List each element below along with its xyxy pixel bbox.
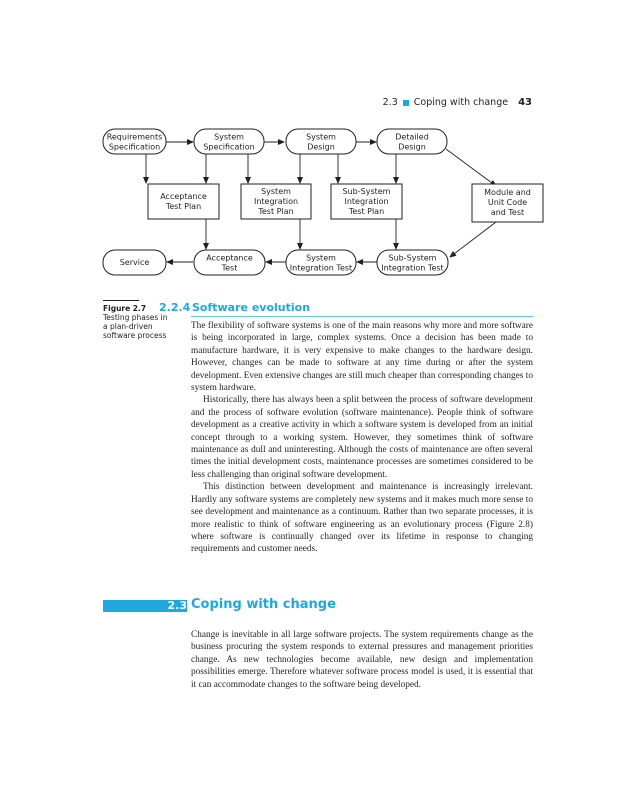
paragraph: This distinction between development and maintenance is increasingly irrelevant. Hardly any software systems are completely new systems and it makes much more sense to see development and maintenance as a continuum. Rather than two separate processes, it is more realistic to think of software engineering as an evolutionary process (Figure 2.8) where software is continually changed over its lifetime in response to changing requirements and customer needs. bbox=[191, 482, 533, 555]
label-acceptance-plan: Acceptance Test Plan bbox=[160, 192, 207, 211]
running-head-title: Coping with change bbox=[413, 97, 509, 108]
subsection-title: Software evolution bbox=[192, 301, 311, 314]
figure-caption-text: Testing phases in a plan-driven software process bbox=[103, 313, 168, 340]
figure-number: Figure 2.7 bbox=[103, 304, 147, 313]
running-head-section: 2.3 bbox=[382, 97, 398, 108]
paragraph: Change is inevitable in all large software projects. The system requirements change as the business procuring the system responds to external pressures and management priorities change. As new technologies become available, new design and implementation possibilities emerge. Therefore whatever software process model is used, it is essential that it can accommodate changes to the software being developed. bbox=[191, 630, 533, 690]
label-sys-spec: System Specification bbox=[203, 132, 255, 152]
subsection-heading bbox=[159, 301, 310, 314]
label-acceptance-test: Acceptance Test bbox=[206, 253, 253, 273]
arrow-module-to-subtest bbox=[450, 222, 496, 257]
section-title: Coping with change bbox=[191, 597, 336, 612]
caption-rule bbox=[103, 300, 139, 301]
label-module-code: Module and Unit Code and Test bbox=[484, 188, 531, 217]
label-req-spec: Requirements Specification bbox=[106, 132, 163, 152]
label-service: Service bbox=[119, 258, 150, 267]
change-body bbox=[191, 629, 533, 691]
section-number: 2.3 bbox=[167, 599, 187, 612]
subsection-rule bbox=[191, 316, 533, 317]
label-subsystem-plan: Sub-System Integration Test Plan bbox=[342, 187, 391, 216]
subsection-number: 2.2.4 bbox=[159, 301, 191, 314]
label-subsystem-test: Sub-System Integration Test bbox=[381, 253, 444, 273]
label-integration-test: System Integration Test bbox=[289, 253, 353, 273]
label-sys-design: System Design bbox=[306, 132, 336, 152]
label-integration-plan: System Integration Test Plan bbox=[253, 187, 299, 216]
page-number: 43 bbox=[518, 97, 532, 108]
testing-phases-diagram bbox=[0, 0, 618, 290]
paragraph: Historically, there has always been a split between the process of software development and the process of software evolution (software maintenance). People think of software development as a creative activity in which a software system is developed from an initial concept through to a working system. However, they sometimes think of software maintenance as dull and uninteresting. Although the costs of maintenance are often several times the initial development costs, maintenance processes are sometimes considered to be less challenging than original software development. bbox=[191, 395, 533, 480]
label-detailed-design: Detailed Design bbox=[395, 132, 429, 152]
evolution-body bbox=[191, 320, 533, 556]
paragraph: The flexibility of software systems is one of the main reasons why more and more software is being incorporated in large, complex systems. Once a decision has been made to manufacture hardware, it is very expensive to make changes to the hardware design. However, changes can be made to software at any time during or after the system development. Even extensive changes are still much cheaper than corresponding changes to system hardware. bbox=[191, 321, 533, 394]
arrow-detailed-to-module bbox=[446, 149, 496, 186]
